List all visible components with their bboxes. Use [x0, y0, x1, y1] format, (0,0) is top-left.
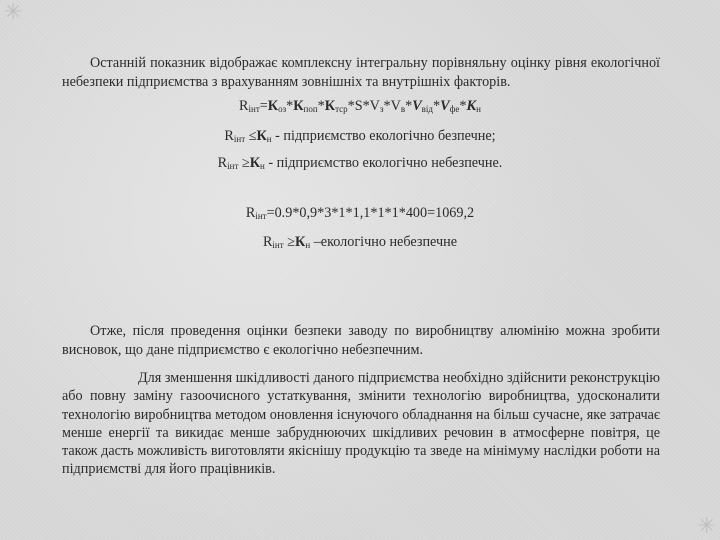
corner-star-decoration: ✳: [697, 514, 716, 539]
recommendation-paragraph: Для зменшення шкідливості даного підприємства необхідно здійснити реконструкцію або повну заміну газоочисного устаткування, змінити технологію виробництва, удосконалити технологію виробництва методом оновлення існуючого обладнання на більш сучасне, яке затрачає менше енергії та викидає менше забруднюючих шкідливих речовин в атмосферне повітря, це також дасть можливість виготовляти якіснішу продукцію та зведе на мінімуму наслідки роботи на підприємстві для його працівників.: [62, 370, 660, 478]
integral-formula: $R_{інт}=К_{оз}*К_{поп}*К_{тср}*S*V_з*V_в*V_{від}*V_{фе}*К_н$: [239, 98, 481, 114]
calculation-line: $R_{інт}=0.9*0,9*3*1*1,1*1*1*400=1069,2$: [245, 205, 475, 221]
danger-condition: $R_{інт} \ge К_н$ - підприємство екологічно небезпечне.: [217, 155, 503, 171]
result-line: $R_{інт} \ge К_н$ –екологічно небезпечне: [262, 234, 458, 250]
intro-paragraph: Останній показник відображає комплексну інтегральну порівняльну оцінку рівня екологічної небезпеки підприємства з врахуванням зовнішніх та внутрішніх факторів.: [62, 55, 660, 91]
safe-condition: $R_{інт} \le К_н$ - підприємство екологічно безпечне;: [224, 128, 496, 144]
corner-star-decoration: ✳: [4, 0, 23, 25]
conclusion-paragraph: Отже, після проведення оцінки безпеки заводу по виробництву алюмінію можна зробити висновок, що дане підприємство є екологічно небезпечним.: [62, 323, 660, 359]
